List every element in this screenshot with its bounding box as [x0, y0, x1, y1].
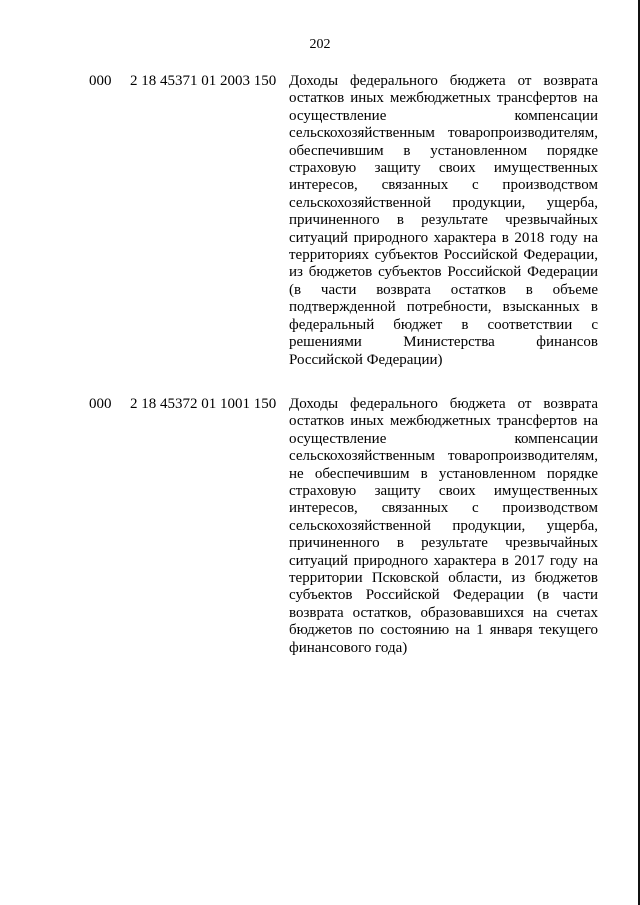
budget-classification-code: 2 18 45372 01 1001 150 — [130, 396, 277, 412]
admin-code: 000 — [89, 73, 112, 89]
entry-description: Доходы федерального бюджета от возврата остатков иных межбюджетных трансфертов на осуществление компенсации сельскохозяйственным товаропроизводителям, обеспечившим в установленном порядке страховую защиту своих имущественных интересов, связанных с производством сельскохозяйственной продукции, ущерба, причиненного в результате чрезвычайных ситуаций природного характера в 2018 году на территориях субъектов Российской Федерации, из бюджетов субъектов Российской Федерации (в части возврата остатков в объеме подтвержденной потребности, взысканных в федеральный бюджет в соответствии с решениями Министерства финансов Российской Федерации) — [289, 73, 598, 368]
budget-classification-code: 2 18 45371 01 2003 150 — [130, 73, 277, 89]
entry-description: Доходы федерального бюджета от возврата остатков иных межбюджетных трансфертов на осуществление компенсации сельскохозяйственным товаропроизводителям, не обеспечившим в установленном порядке страховую защиту своих имущественных интересов, связанных с производством сельскохозяйственной продукции, ущерба, причиненного в результате чрезвычайных ситуаций природного характера в 2017 году на территории Псковской области, из бюджетов субъектов Российской Федерации (в части возврата остатков, образовавшихся на счетах бюджетов по состоянию на 1 января текущего финансового года) — [289, 396, 598, 656]
admin-code: 000 — [89, 396, 112, 412]
page-number: 202 — [309, 37, 331, 52]
